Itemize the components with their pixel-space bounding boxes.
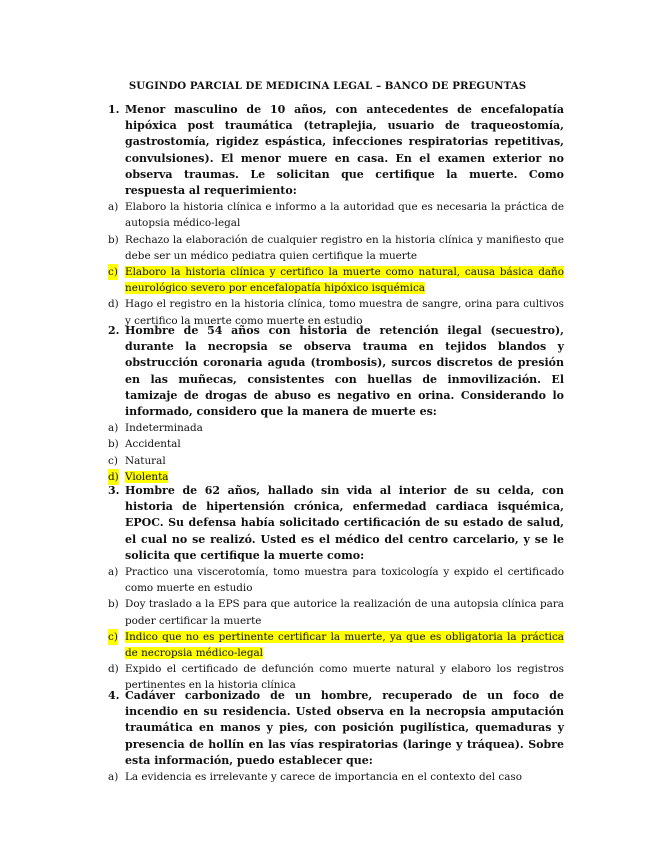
option-text: Accidental: [125, 438, 181, 451]
option-text: Indeterminada: [125, 422, 203, 435]
option-label: c): [108, 454, 118, 467]
option-text: Indico que no es pertinente certificar la muerte, ya que es obligatoria la práctica de necropsia médico-legal: [125, 630, 564, 660]
question-number: 3.: [108, 484, 120, 497]
option-label: d): [108, 298, 119, 311]
option-text: Practico una viscerotomía, tomo muestra para toxicología y expido el certificado como muerte en estudio: [125, 566, 564, 595]
option-c: [108, 453, 564, 469]
option-a: [108, 769, 564, 785]
option-label: a): [108, 566, 119, 579]
option-label: d): [108, 663, 119, 676]
question-number: 4.: [108, 689, 120, 702]
question-number: 1.: [108, 103, 120, 116]
option-label: a): [108, 771, 119, 784]
option-text: La evidencia es irrelevante y carece de importancia en el contexto del caso: [125, 771, 522, 784]
option-label: d): [108, 469, 119, 485]
option-label: b): [108, 438, 119, 451]
option-label: c): [108, 264, 118, 280]
page-title: SUGINDO PARCIAL DE MEDICINA LEGAL – BANCO DE PREGUNTAS: [128, 80, 527, 92]
option-a: [108, 199, 564, 231]
option-b: [108, 596, 564, 628]
option-b: [108, 232, 564, 264]
option-text: Doy traslado a la EPS para que autorice la realización de una autopsia clínica para poder certificar la muerte: [125, 598, 564, 627]
question-text: Hombre de 54 años con historia de retención ilegal (secuestro), durante la necropsia se observa trauma en tejidos blandos y obstrucción coronaria aguda (trombosis), surcos discretos de presión en las muñecas, consistentes con huellas de inmovilización. El tamizaje de drogas de abuso es negativo en orina. Considerando lo informado, considero que la manera de muerte es:: [125, 324, 564, 419]
question-3: [108, 483, 564, 694]
option-text: Expido el certificado de defunción como muerte natural y elaboro los registros pertinentes en la historia clínica: [125, 663, 564, 692]
option-label: a): [108, 201, 119, 214]
option-text: Elaboro la historia clínica e informo a la autoridad que es necesaria la práctica de autopsia médico-legal: [125, 201, 564, 230]
question-text: Cadáver carbonizado de un hombre, recuperado de un foco de incendio en su residencia. Usted observa en la necropsia amputación traumática en manos y pies, con posición pugilística, quemaduras y presencia de hollín en las vías respiratorias (laringe y tráquea). Sobre esta información, puedo establecer que:: [125, 689, 564, 767]
option-text: Violenta: [125, 470, 169, 483]
option-text: Hago el registro en la historia clínica, tomo muestra de sangre, orina para cultivos y certifico la muerte como muerte en estudio: [125, 298, 564, 327]
option-label: a): [108, 422, 119, 435]
question-4: [108, 688, 564, 785]
option-label: c): [108, 629, 118, 645]
option-text: Natural: [125, 454, 166, 467]
option-b: [108, 436, 564, 452]
question-text: Hombre de 62 años, hallado sin vida al interior de su celda, con historia de hipertensión crónica, enfermedad cardiaca isquémica, EPOC. Su defensa había solicitado certificación de su estado de salud, el cual no se realizó. Usted es el médico del centro carcelario, y se le solicita que certifique la muerte como:: [125, 484, 564, 562]
option-c-highlighted: [108, 264, 564, 296]
option-a: [108, 420, 564, 436]
question-text: Menor masculino de 10 años, con antecedentes de encefalopatía hipóxica post traumática (tetraplejia, usuario de traqueostomía, gastrostomía, rigidez espástica, infecciones respiratorias repetitivas, convulsiones). El menor muere en casa. En el examen exterior no observa traumas. Le solicitan que certifique la muerte. Como respuesta al requerimiento:: [125, 103, 564, 198]
question-2: [108, 323, 564, 485]
option-label: b): [108, 598, 119, 611]
option-label: b): [108, 233, 119, 246]
option-c-highlighted: [108, 629, 564, 661]
option-text: Rechazo la elaboración de cualquier registro en la historia clínica y manifiesto que debe ser un médico pediatra quien certifique la muerte: [125, 233, 564, 262]
option-a: [108, 564, 564, 596]
question-number: 2.: [108, 324, 120, 337]
question-1: [108, 102, 564, 329]
option-text: Elaboro la historia clínica y certifico la muerte como natural, causa básica daño neurológico severo por encefalopatía hipóxico isquémica: [125, 266, 564, 295]
